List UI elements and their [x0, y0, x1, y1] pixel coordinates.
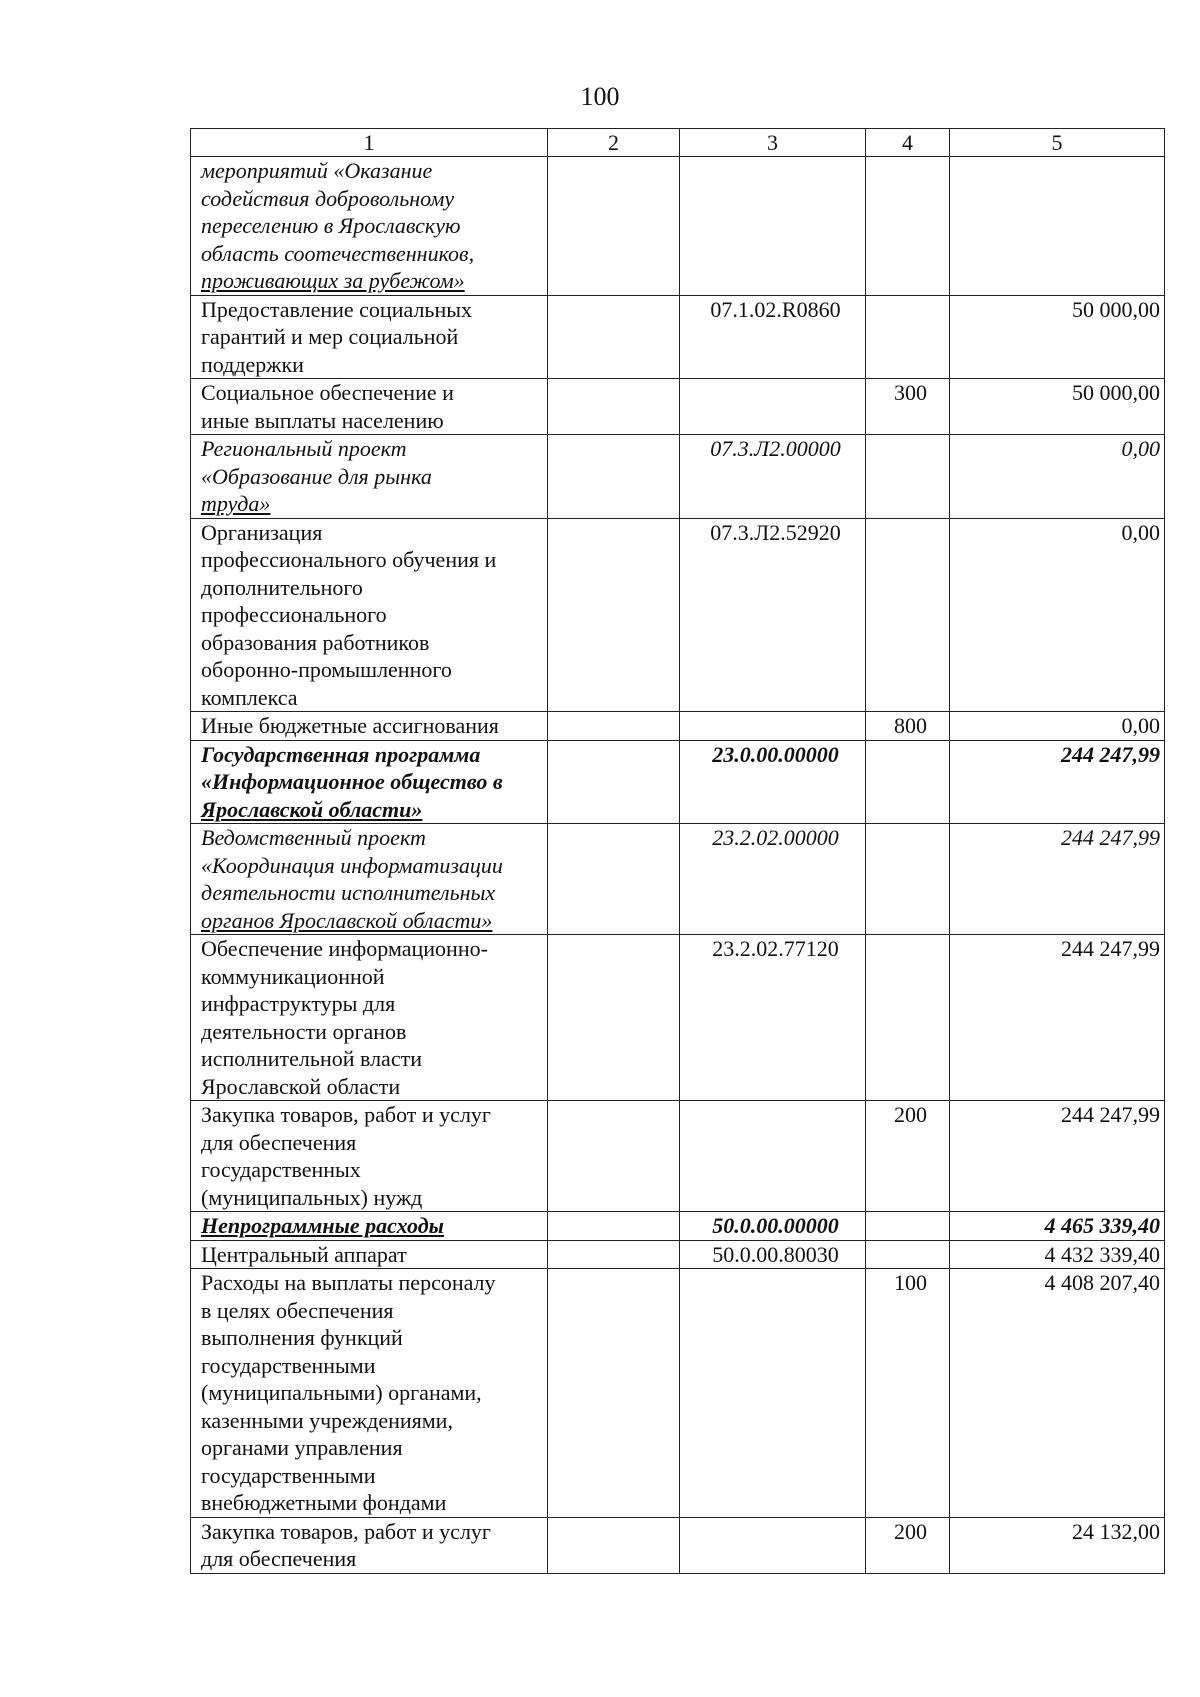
row-code-cell: [680, 1269, 866, 1518]
row-amount-cell: 0,00: [950, 518, 1165, 712]
row-code-cell: 23.2.02.00000: [680, 824, 866, 935]
row-name: Ведомственный проект «Координация информатизации деятельности исполнительных: [201, 825, 503, 905]
row-code-cell: [680, 1517, 866, 1573]
row-amount-cell: 4 465 339,40: [950, 1212, 1165, 1241]
row-col2-cell: [548, 295, 680, 379]
row-kind-cell: 300: [866, 379, 950, 435]
row-name: мероприятий «Оказание содействия добровольному переселению в Ярославскую область соотечественников,: [201, 158, 475, 266]
row-name-last-line: для обеспечения: [201, 1546, 357, 1571]
row-amount-cell: 4 432 339,40: [950, 1240, 1165, 1269]
row-name-last-line: Ярославской области»: [201, 796, 423, 822]
row-name-last-line: поддержки: [201, 351, 304, 377]
table-row: [191, 1101, 1165, 1212]
table-row: [191, 1517, 1165, 1573]
row-amount-cell: 0,00: [950, 435, 1165, 519]
row-name-last-line: (муниципальных) нужд: [201, 1184, 423, 1210]
row-kind-cell: [866, 295, 950, 379]
table-row: [191, 1212, 1165, 1241]
row-kind-cell: 200: [866, 1517, 950, 1573]
row-name-last-line: Ярославской области: [201, 1073, 401, 1099]
page-number: 100: [580, 82, 620, 111]
table-row: [191, 435, 1165, 519]
row-amount-cell: 244 247,99: [950, 824, 1165, 935]
row-name-cell: [191, 379, 548, 435]
row-name-cell: [191, 435, 548, 519]
row-name-last-line: Иные бюджетные ассигнования: [201, 713, 499, 738]
row-name-last-line: Непрограммные расходы: [201, 1213, 444, 1238]
row-amount-cell: [950, 157, 1165, 296]
row-code-cell: 50.0.00.00000: [680, 1212, 866, 1241]
row-name-cell: [191, 712, 548, 741]
row-amount-cell: 50 000,00: [950, 295, 1165, 379]
row-col2-cell: [548, 435, 680, 519]
row-amount-cell: 244 247,99: [950, 740, 1165, 824]
row-name-cell: [191, 157, 548, 296]
row-col2-cell: [548, 1517, 680, 1573]
row-code-cell: [680, 379, 866, 435]
table-row: [191, 935, 1165, 1101]
row-name-last-line: внебюджетными фондами: [201, 1490, 447, 1515]
row-name-last-line: труда»: [201, 491, 271, 516]
table-row: [191, 824, 1165, 935]
row-code-cell: [680, 157, 866, 296]
row-amount-cell: 4 408 207,40: [950, 1269, 1165, 1518]
row-kind-cell: [866, 824, 950, 935]
row-name: Обеспечение информационно- коммуникационной инфраструктуры для деятельности органов исполнительной власти: [201, 936, 488, 1071]
row-name-cell: [191, 1517, 548, 1573]
header-col-1: 1: [191, 129, 548, 157]
row-col2-cell: [548, 712, 680, 741]
table-row: [191, 1269, 1165, 1518]
table-row: [191, 518, 1165, 712]
table-row: [191, 740, 1165, 824]
row-name-cell: [191, 1240, 548, 1269]
row-kind-cell: [866, 1212, 950, 1241]
row-col2-cell: [548, 518, 680, 712]
row-col2-cell: [548, 1212, 680, 1241]
table-row: [191, 379, 1165, 435]
row-name-cell: [191, 1269, 548, 1518]
budget-table: [190, 128, 1165, 1574]
table-row: [191, 295, 1165, 379]
row-name-cell: [191, 518, 548, 712]
row-col2-cell: [548, 740, 680, 824]
row-col2-cell: [548, 157, 680, 296]
row-kind-cell: 200: [866, 1101, 950, 1212]
row-code-cell: 07.3.Л2.00000: [680, 435, 866, 519]
row-name-cell: [191, 1212, 548, 1241]
row-name: Предоставление социальных гарантий и мер социальной: [201, 296, 473, 349]
row-name-cell: [191, 1101, 548, 1212]
row-kind-cell: 100: [866, 1269, 950, 1518]
row-name: Закупка товаров, работ и услуг: [201, 1518, 491, 1544]
row-name-last-line: проживающих за рубежом»: [201, 268, 465, 293]
table-row: [191, 712, 1165, 741]
row-col2-cell: [548, 1101, 680, 1212]
row-code-cell: 50.0.00.80030: [680, 1240, 866, 1269]
row-amount-cell: 50 000,00: [950, 379, 1165, 435]
row-name: Закупка товаров, работ и услуг для обеспечения государственных: [201, 1102, 491, 1182]
row-kind-cell: [866, 518, 950, 712]
table-row: [191, 1240, 1165, 1269]
row-code-cell: [680, 712, 866, 741]
row-name-cell: [191, 824, 548, 935]
table-header-row: [191, 129, 1165, 157]
row-kind-cell: [866, 740, 950, 824]
row-name-cell: [191, 295, 548, 379]
row-amount-cell: 244 247,99: [950, 1101, 1165, 1212]
row-kind-cell: [866, 435, 950, 519]
header-col-2: 2: [548, 129, 680, 157]
row-name-last-line: иные выплаты населению: [201, 407, 444, 433]
row-code-cell: 07.3.Л2.52920: [680, 518, 866, 712]
header-col-3: 3: [680, 129, 866, 157]
row-kind-cell: [866, 157, 950, 296]
row-col2-cell: [548, 1269, 680, 1518]
row-col2-cell: [548, 935, 680, 1101]
row-amount-cell: 0,00: [950, 712, 1165, 741]
row-kind-cell: [866, 935, 950, 1101]
row-name-last-line: органов Ярославской области»: [201, 907, 493, 933]
row-amount-cell: 24 132,00: [950, 1517, 1165, 1573]
table-row: [191, 157, 1165, 296]
row-code-cell: 07.1.02.R0860: [680, 295, 866, 379]
row-name: Государственная программа «Информационное общество в: [201, 741, 503, 794]
row-amount-cell: 244 247,99: [950, 935, 1165, 1101]
row-name-last-line: комплекса: [201, 684, 298, 710]
row-kind-cell: [866, 1240, 950, 1269]
row-name: Расходы на выплаты персоналу в целях обеспечения выполнения функций государственными (муниципальными) органами, казенными учреждениями, органами управления государственными: [201, 1270, 496, 1488]
row-name-last-line: Центральный аппарат: [201, 1241, 407, 1267]
row-kind-cell: 800: [866, 712, 950, 741]
row-name: Организация профессионального обучения и дополнительного профессионального образования работников оборонно-промышленного: [201, 519, 497, 682]
header-col-5: 5: [950, 129, 1165, 157]
row-code-cell: 23.2.02.77120: [680, 935, 866, 1101]
header-col-4: 4: [866, 129, 950, 157]
row-col2-cell: [548, 824, 680, 935]
row-name-cell: [191, 740, 548, 824]
row-code-cell: [680, 1101, 866, 1212]
row-col2-cell: [548, 1240, 680, 1269]
row-name: Социальное обеспечение и: [201, 380, 454, 405]
row-name-cell: [191, 935, 548, 1101]
row-col2-cell: [548, 379, 680, 435]
row-name: Региональный проект «Образование для рынка: [201, 436, 432, 489]
row-code-cell: 23.0.00.00000: [680, 740, 866, 824]
